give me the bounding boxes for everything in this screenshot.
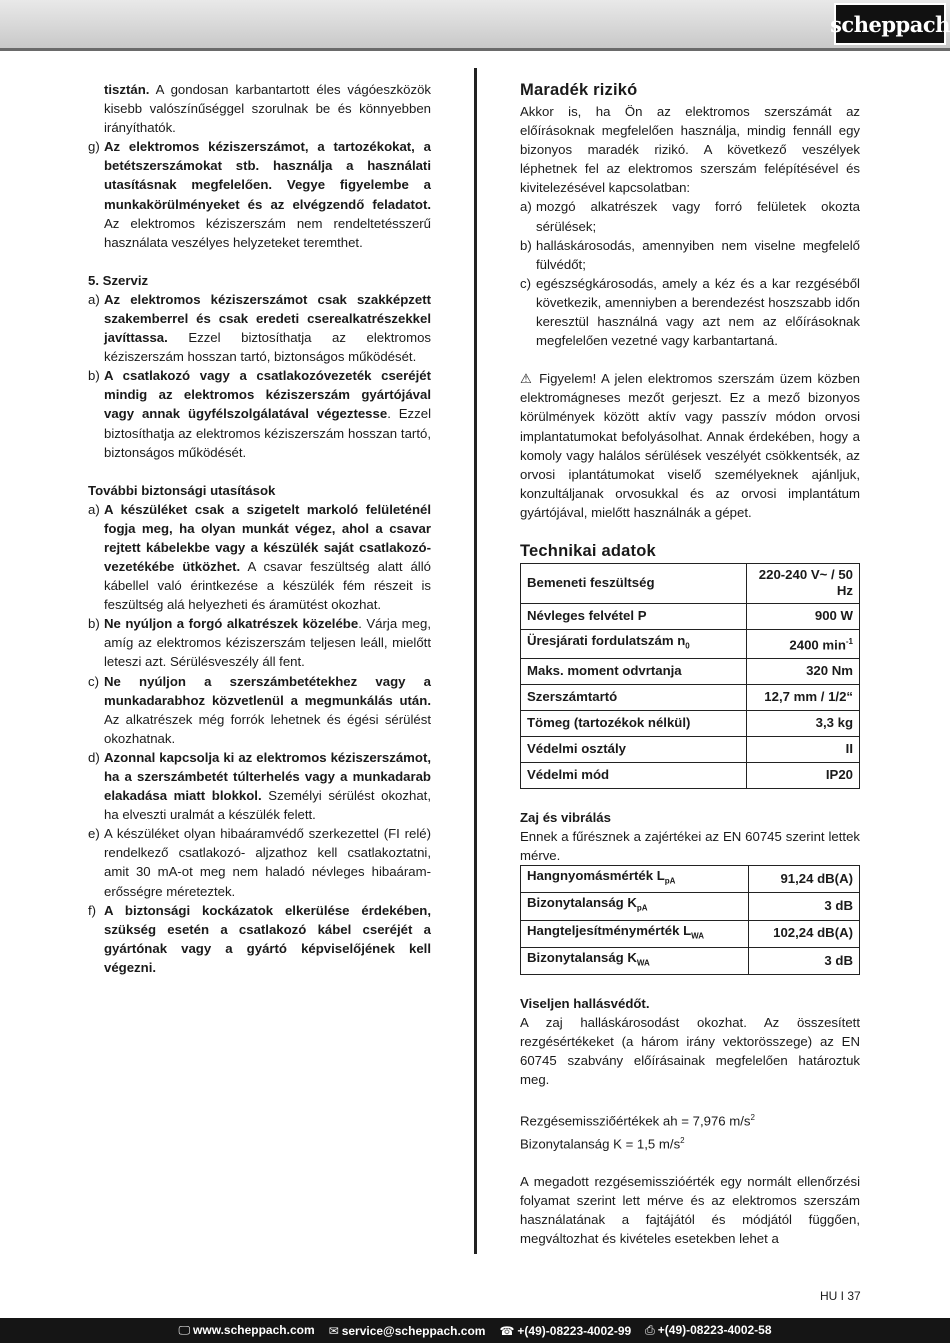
noise-table bbox=[520, 865, 860, 975]
list-item-safety-b: b) Ne nyúljon a forgó alkatrészek közelébe. Várja meg, amíg az elektromos kéziszerszám teljesen leáll, mielőtt leteszi azt. Sérülésveszély áll fent. bbox=[88, 616, 431, 670]
footer-fax: +(49)-08223-4002-58 bbox=[657, 1323, 772, 1337]
section-title-more-safety: További biztonsági utasítások bbox=[88, 482, 276, 498]
table-row: Névleges felvétel P 900 W bbox=[521, 603, 860, 629]
technical-data-table bbox=[520, 563, 860, 789]
phone-icon: ☎ bbox=[499, 1323, 515, 1338]
table-row: Hangnyomásmérték $L_{pA}$ 91,24 dB(A) bbox=[521, 866, 860, 893]
vibration-final-text: A megadott rezgésemisszióérték egy normált ellenőrzési folyamat szerint lett mérve és az elektromos szerszám használatának a fajtájától és módjától függően, megváltozhat és kivételes esetekben lehet a bbox=[520, 1174, 860, 1247]
risk-item-c: c) egészségkárosodás, amely a kéz és a kar rezgéséből következik, amenniyben a berendezést hoszszabb időn keresztül használná vagy azt nem az előírásoknak megfelelően vezetné vagy karbantartaná. bbox=[520, 275, 860, 349]
table-row: Maks. moment odvrtanja 320 Nm bbox=[521, 659, 860, 685]
section-title-hearing: Viseljen hallásvédőt. bbox=[520, 995, 650, 1011]
vibration-value: Rezgésemissziőértékek ah = 7,976 $m/s^2$ bbox=[520, 1113, 755, 1129]
table-row: Bizonytalanság $K_{pA}$ 3 dB bbox=[521, 893, 860, 920]
risk-item-b: b) halláskárosodás, amennyiben nem viselne megfelelő fülvédőt; bbox=[520, 237, 860, 272]
list-item-safety-f: f) A biztonsági kockázatok elkerülése érdekében, szükség esetén a csatlakozó kábel cseréjét a gyártónak vagy a gyártó képviselőjének kell végezni. bbox=[88, 902, 431, 975]
right-column bbox=[520, 80, 860, 1249]
section-title-residual-risk: Maradék rizikó bbox=[520, 81, 638, 99]
table-row: Szerszámtartó 12,7 mm / 1/2“ bbox=[521, 685, 860, 711]
section-title-technical-data: Technikai adatok bbox=[520, 541, 656, 560]
scheppach-logo: scheppach bbox=[834, 3, 946, 45]
section-title-noise: Zaj és vibrálás bbox=[520, 810, 611, 826]
hearing-text: A zaj halláskárosodást okozhat. Az összesített rezgésértékeket (a három irány vektorösszege) az EN 60745 szabvány előírásainak megfelelően határoztuk meg. bbox=[520, 1014, 860, 1088]
noise-intro: Ennek a fűrésznek a zajértékei az EN 60745 szerint lettek mérve. bbox=[520, 829, 860, 864]
warning-triangle-icon: ⚠ bbox=[520, 371, 534, 387]
table-row: Üresjárati fordulatszám $n_0$ 2400 $\min^{-1}$ bbox=[521, 629, 860, 658]
table-row: Tömeg (tartozékok nélkül) 3,3 kg bbox=[521, 711, 860, 737]
list-item-service-a: a) Az elektromos kéziszerszámot csak szakképzett szakemberrel és csak eredeti cserealkatrészekkel javíttassa. Ezzel biztosíthatja az elektromos kéziszerszám hosszan tartó, biztonságos működését. bbox=[88, 291, 431, 365]
page-number: HU I 37 bbox=[820, 1289, 861, 1303]
table-row: Bemeneti feszültség 220-240 V~ / 50 Hz bbox=[521, 563, 860, 603]
footer-phone: +(49)-08223-4002-99 bbox=[517, 1323, 632, 1338]
top-bar bbox=[0, 0, 950, 51]
footer-website[interactable]: www.scheppach.com bbox=[193, 1323, 315, 1337]
email-icon: ✉ bbox=[328, 1323, 339, 1338]
list-item-safety-c: c) Ne nyúljon a szerszámbetétekhez vagy a munkadarabhoz közvetlenül a megmunkálás után. Az alkatrészek még forrók lehetnek és égési sérülést okozhatnak. bbox=[88, 673, 431, 746]
fax-icon: ⎙ bbox=[645, 1323, 655, 1337]
list-item-g: g) Az elektromos kéziszerszámot, a tartozékokat, a betétszerszámokat stb. használja a használati utasításnak megfelelően. Vegye figyelembe a munkakörülményeket és az elvégzendő feladatot. Az elektromos kéziszerszám nem rendeltetésszerű használata veszélyes helyzeteket teremthet. bbox=[88, 139, 431, 250]
list-item-safety-e: e) A készüléket olyan hibaáramvédő szerkezettel (FI relé) rendelkező csatlakozó- aljzathoz kell csatlakoztatni, amit 30 mA-ot meg nem haladó névleges hibaáram-erősségre méreteztek. bbox=[88, 826, 431, 899]
footer-email[interactable]: service@scheppach.com bbox=[341, 1323, 486, 1338]
column-divider bbox=[474, 68, 477, 1254]
list-item-safety-d: d) Azonnal kapcsolja ki az elektromos kéziszerszámot, ha a szerszámbetét túlterhelés vagy a munkadarab elakadása miatt blokkol. Személyi sérülést okozhat, ha elveszti uralmát a készülék felett. bbox=[88, 749, 431, 823]
computer-icon: 🖵 bbox=[178, 1323, 191, 1337]
table-row: Hangteljesítménymérték $L_{WA}$ 102,24 dB(A) bbox=[521, 920, 860, 947]
emf-warning: ⚠ Figyelem! A jelen elektromos szerszám üzem közben elektromágneses mezőt gerjeszt. Ez a mező bizonyos körülmények között aktív vagy passzív módon orvosi implantatumokat befolyásolhat. Annak érdekében, hogy a komoly vagy halálos sérülések veszélyét csökkentsék, az orvosi iplantátumokat viselő személyeknek ajánljuk, konzultáljanak orvosukkal és az orvosi implantátum gyártójával, mielőtt használnák a gépet. bbox=[520, 371, 860, 520]
risk-item-a: a) mozgó alkatrészek vagy forró felületek okozta sérülések; bbox=[520, 199, 860, 234]
list-item-safety-a: a) A készüléket csak a szigetelt markoló felületénél fogja meg, ha olyan munkát végez, ahol a csavar rejtett kábelekbe vagy a készülék saját csatlakozó-vezetékébe ütközhet. A csavar feszültség alatt álló kábellel való érintkezése a készülék fém részeit is feszültség alá helyezheti és áramütést okozhat. bbox=[88, 501, 431, 613]
left-column bbox=[88, 80, 431, 977]
table-row: Védelmi osztály II bbox=[521, 737, 860, 763]
table-row: Bizonytalanság $K_{WA}$ 3 dB bbox=[521, 947, 860, 974]
footer-bar bbox=[0, 1318, 950, 1343]
vibration-uncertainty: Bizonytalanság K = 1,5 $m/s^2$ bbox=[520, 1135, 685, 1152]
paragraph-sharp-tools: tisztán. A gondosan karbantartott éles vágóeszközök kisebb valószínűséggel szorulnak be és könnyebben irányíthatók. bbox=[104, 82, 431, 136]
list-item-service-b: b) A csatlakozó vagy a csatlakozóvezeték cseréjét mindig az elektromos kéziszerszám gyártójával vagy annak ügyfélszolgálatával végeztesse. Ezzel biztosíthatja az elektromos kéziszerszám hosszan tartó, biztonságos működését. bbox=[88, 368, 431, 460]
section-title-szerviz: 5. Szerviz bbox=[88, 272, 149, 288]
table-row: Védelmi mód IP20 bbox=[521, 763, 860, 789]
risk-intro: Akkor is, ha Ön az elektromos szerszámát az előírásoknak megfelelően használja, mindig fennáll egy bizonyos maradék rizikó. A következő veszélyek léphetnek fel az elektromos szerszám felépítésével és kivitelezésével kapcsolatban: bbox=[520, 104, 860, 196]
